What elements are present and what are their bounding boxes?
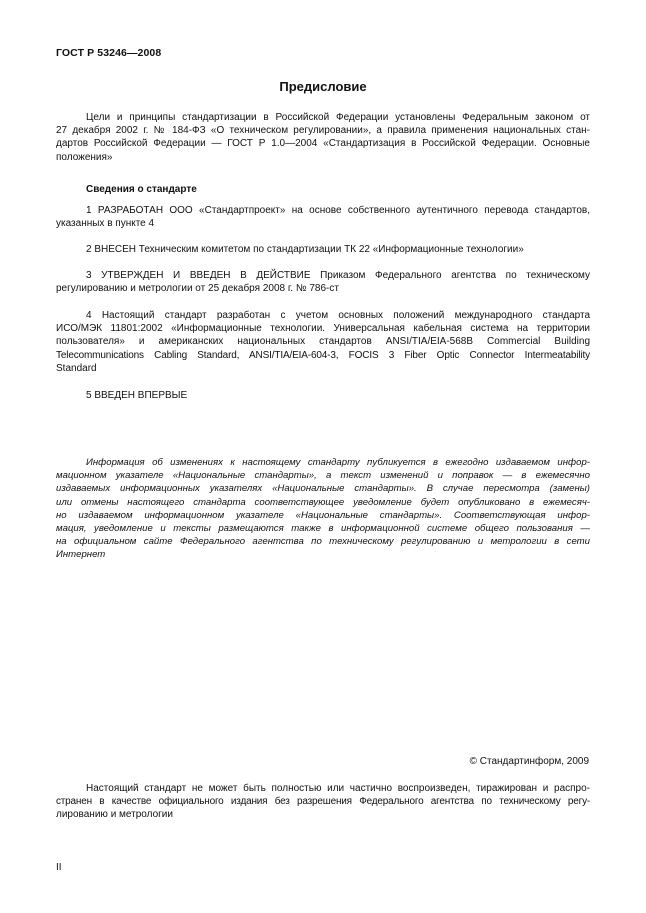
item-line: указанных в пункте 4 bbox=[56, 218, 155, 230]
item-4 bbox=[56, 309, 590, 375]
item-line: Telecommunications Cabling Standard, ANSI/TIA/EIA-604-3, FOCIS 3 Fiber Optic Connector Intermeatability bbox=[56, 349, 590, 361]
info-heading: Сведения о стандарте bbox=[86, 184, 197, 195]
copyright: © Стандартинформ, 2009 bbox=[469, 756, 589, 767]
notice-line: Интернет bbox=[56, 549, 106, 561]
item-line: 1 РАЗРАБОТАН ООО «Стандартпроект» на основе собственного аутентичного перевода стандартов, bbox=[86, 205, 590, 216]
page-title: Предисловие bbox=[279, 79, 367, 94]
intro-line: дартов Российской Федерации — ГОСТ Р 1.0—2004 «Стандартизация в Российской Федерации. Основные bbox=[56, 138, 590, 150]
item-line: 2 ВНЕСЕН Техническим комитетом по стандартизации ТК 22 «Информационные технологии» bbox=[86, 244, 524, 255]
item-5 bbox=[56, 389, 590, 402]
notice-line: но издаваемом информационном указателе «Национальные стандарты». Соответствующая инфор- bbox=[56, 509, 590, 521]
changes-notice bbox=[56, 456, 590, 562]
notice-line: Информация об изменениях к настоящему стандарту публикуется в ежегодно издаваемом инфор- bbox=[86, 457, 590, 468]
standard-code: ГОСТ Р 53246—2008 bbox=[56, 47, 162, 59]
intro-paragraph bbox=[56, 111, 590, 164]
intro-line: положения» bbox=[56, 151, 113, 163]
item-line: 5 ВВЕДЕН ВПЕРВЫЕ bbox=[86, 390, 188, 401]
item-line: регулированию и метрологии от 25 декабря 2008 г. № 786-ст bbox=[56, 283, 339, 295]
reproduction-line: лированию и метрологии bbox=[56, 809, 173, 821]
intro-line: 27 декабря 2002 г. № 184-ФЗ «О техническом регулировании», а правила применения национальных стан- bbox=[56, 125, 590, 137]
item-3 bbox=[56, 269, 590, 295]
item-1 bbox=[56, 204, 590, 230]
reproduction-line: Настоящий стандарт не может быть полностью или частично воспроизведен, тиражирован и распро- bbox=[86, 783, 590, 794]
intro-line: Цели и принципы стандартизации в Российской Федерации установлены Федеральным законом от bbox=[86, 112, 590, 123]
item-line: Standard bbox=[56, 362, 97, 374]
reproduction-notice bbox=[56, 782, 590, 822]
notice-line: мационном указателе «Национальные стандарты», а текст изменений и поправок — в ежемесячно bbox=[56, 470, 590, 482]
notice-line: или отмены настоящего стандарта соответствующее уведомление будет опубликовано в ежемесяч- bbox=[56, 496, 590, 508]
notice-line: мация, уведомление и тексты размещаются также в информационной системе общего пользования — bbox=[56, 523, 590, 535]
page-number: II bbox=[56, 862, 62, 873]
notice-line: издаваемых информационных указателях «Национальные стандарты». В случае пересмотра (замены) bbox=[56, 483, 590, 495]
item-2 bbox=[56, 243, 590, 256]
notice-line: на официальном сайте Федерального агентства по техническому регулированию и метрологии в сети bbox=[56, 536, 590, 548]
item-line: ИСО/МЭК 11801:2002 «Информационные технологии. Универсальная кабельная система на территории bbox=[56, 323, 590, 335]
item-line: пользователя» и американских национальных стандартов ANSI/TIA/EIA-568B Commercial Building bbox=[56, 336, 590, 348]
item-line: 3 УТВЕРЖДЕН И ВВЕДЕН В ДЕЙСТВИЕ Приказом Федерального агентства по техническому bbox=[86, 270, 590, 281]
reproduction-line: странен в качестве официального издания без разрешения Федерального агентства по техническому регу- bbox=[56, 796, 590, 808]
item-line: 4 Настоящий стандарт разработан с учетом основных положений международного стандарта bbox=[86, 310, 590, 321]
